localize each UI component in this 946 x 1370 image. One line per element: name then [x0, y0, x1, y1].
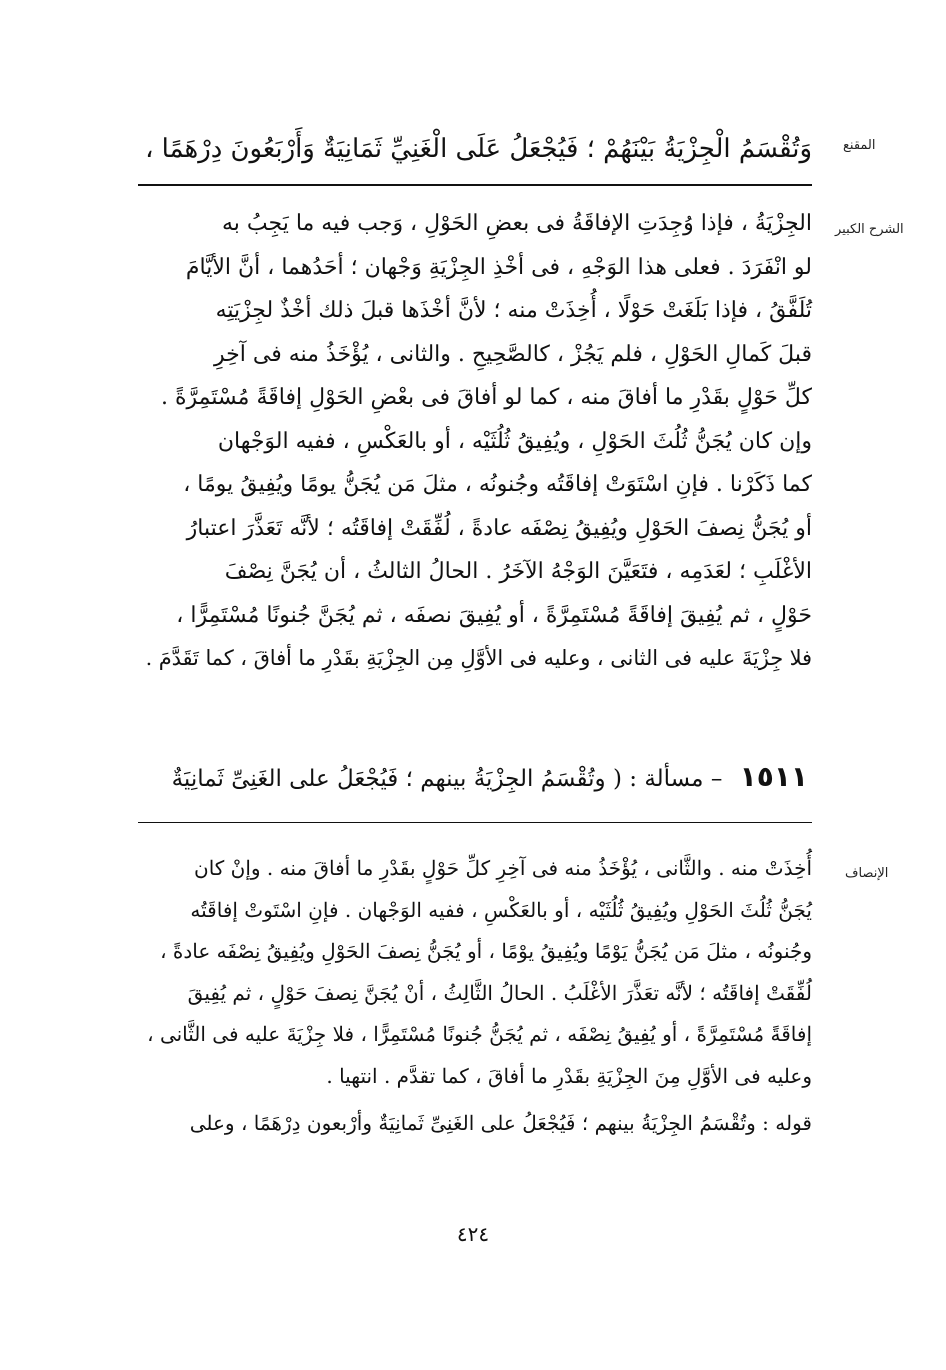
insaf-label: الإنصاف — [845, 866, 889, 881]
sharh-label: الشرح الكبير — [835, 222, 904, 237]
sharh-line: فلا جِزْيَةَ عليه فى الثانى ، وعليه فى الأوَّلِ مِن الجِزْيَةِ بقَدْرِ ما أفاقَ ، كما تَقَدَّمَ . — [145, 646, 812, 670]
masala-text: – مسألة : ( وتُقْسَمُ الجِزْيَةُ بينهم ؛ فَيُجْعَلُ على الغَنِىِّ ثَمانِيَةٌ — [171, 766, 723, 792]
sharh-line: الأغْلَبِ ؛ لعَدَمِه ، فتَعَيَّنَ الوَجْهُ الآخَرُ . الحالُ الثالثُ ، أن يُجَنَّ نِصْفَ — [224, 559, 812, 584]
middle-divider — [138, 822, 812, 823]
muqni-line: وَتُقْسَمُ الْجِزْيَةُ بَيْنَهُمْ ؛ فَيُجْعَلُ عَلَى الْغَنِيِّ ثَمَانِيَةٌ وَأَرْبَعُونَ دِرْهَمًا ، — [145, 134, 812, 164]
sharh-line: تُلَفَّقُ ، فإذا بَلَغَتْ حَوْلًا ، أُخِذَتْ منه ؛ لأنَّ أخْذَها قبلَ ذلك أخْذٌ لجِزْيَتِه — [215, 298, 812, 323]
insaf-line: يُجَنُّ ثُلُثَ الحَوْلِ ويُفِيقُ ثُلُثَيْه ، أو بالعَكْسِ ، ففيه الوَجْهان . فإنِ اسْتَوتْ إفاقَتُه — [190, 897, 812, 922]
insaf-text — [138, 848, 812, 1145]
insaf-line: أُخِذَتْ منه . والثَّانى ، يُؤْخَذُ منه فى آخِرِ كلِّ حَوْلٍ بقَدْرِ ما أفاقَ منه . وإنْ كان — [194, 856, 812, 880]
sharh-line: لو انْفَرَدَ . فعلى هذا الوَجْهِ ، فى أخْذِ الجِزْيَةِ وَجْهان ؛ أحَدُهما ، أنَّ الأيَّامَ — [185, 254, 812, 280]
insaf-line: وعليه فى الأوَّلِ مِنَ الجِزْيَةِ بقَدْرِ ما أفاقَ ، كما تقدَّم . انتهيا . — [326, 1063, 812, 1088]
sharh-text — [138, 202, 812, 681]
page-number: ٤٢٤ — [456, 1222, 490, 1246]
masala-line — [134, 760, 808, 793]
sharh-line: حَوْلٍ ، ثم يُفِيقَ إفاقَةً مُسْتَمِرَّةً ، أو يُفِيقَ نصفَه ، ثم يُجَنَّ جُنونًا مُسْتَمِرًّا ، — [176, 602, 812, 628]
sharh-line: الجِزْيَةُ ، فإذا وُجِدَتِ الإفاقَةُ فى بعضِ الحَوْلِ ، وَجب فيه ما يَجِبُ به — [221, 211, 812, 236]
masala-number: ١٥١١ — [739, 760, 808, 793]
sharh-line: كما ذَكَرْنا . فإنِ اسْتَوَتْ إفاقَتُه وجُنونُه ، مثلَ مَن يُجَنُّ يومًا ويُفِيقُ يومًا ، — [183, 472, 812, 497]
sharh-line: وإن كان يُجَنُّ ثُلُثَ الحَوْلِ ، ويُفِيقُ ثُلُثَيْه ، أو بالعَكْسِ ، ففيه الوَجْهان — [217, 428, 812, 454]
insaf-line: قوله : وتُقْسَمُ الجِزْيَةُ بينهم ؛ فَيُجْعَلُ على الغَنِىِّ ثَمانِيَةٌ وأرْبعون دِرْهَمًا ، وعلى — [189, 1111, 812, 1135]
top-divider — [138, 184, 812, 186]
insaf-line: إفاقَةً مُسْتَمِرَّةً ، أو يُفِيقُ نِصْفَه ، ثم يُجَنُّ جُنونًا مُسْتَمِرًّا ، فلا جِزْيَةَ عليه فى الثَّانى ، — [147, 1022, 812, 1046]
muqni-label: المقنع — [843, 138, 876, 153]
sharh-line: أو يُجَنُّ نِصفَ الحَوْلِ ويُفِيقُ نِصْفَه عادةً ، لُفِّقَتْ إفاقَتُه ؛ لأنَّه تَعَذَّرَ اعتبارُ — [186, 515, 812, 541]
insaf-line: لُفِّقَتْ إفاقَتُه ؛ لأنَّه تعَذَّرَ الأغْلَبُ . الحالُ الثَّالِثُ ، أنْ يُجَنَّ نِصفَ حَوْلٍ ، ثم يُفِيقَ — [187, 980, 812, 1005]
sharh-line: قبلَ كَمالِ الحَوْلِ ، فلم يَجُزْ ، كالصَّحِيحِ . والثانى ، يُؤْخَذُ منه فى آخِرِ — [214, 341, 812, 367]
sharh-line: كلِّ حَوْلٍ بقَدْرِ ما أفاقَ منه ، كما لو أفاقَ فى بعْضِ الحَوْلِ إفاقَةً مُسْتَمِرَّةً . — [161, 385, 812, 410]
insaf-line: وجُنونُه ، مثلَ مَن يُجَنُّ يَوْمًا ويُفِيقُ يوْمًا ، أو يُجَنُّ نِصفَ الحَوْلِ ويُفِيقُ نِصْفَه عادةً ، — [160, 939, 812, 963]
muqni-text — [138, 124, 812, 174]
